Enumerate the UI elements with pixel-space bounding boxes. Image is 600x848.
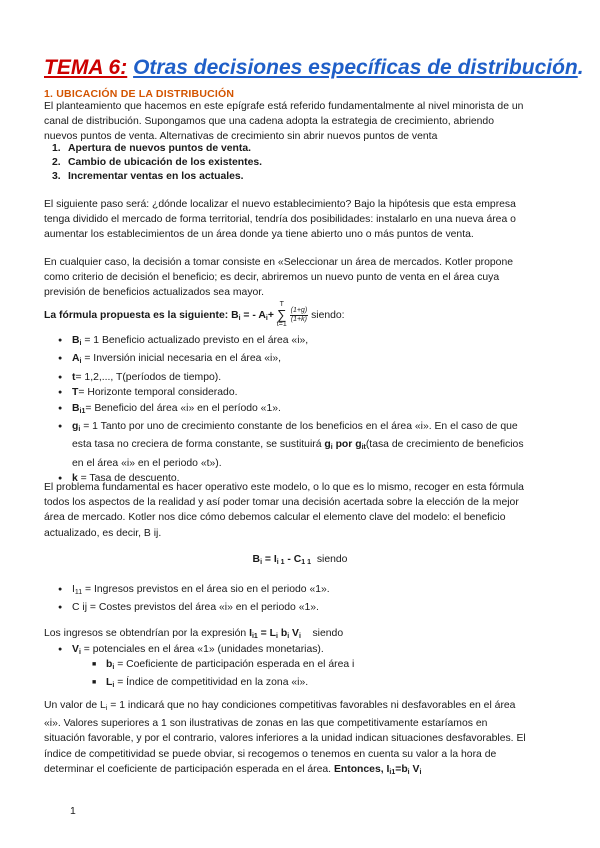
intro-paragraph [44,99,564,145]
list-item-continuation: esta tasa no creciera de forma constante, se sustituirá $g_i$ por $g_{it}(tasa$ de crecimiento de beneficios [72,439,524,452]
list-item: ● T= Horizonte temporal considerado. [58,385,524,400]
formula-lead: La fórmula propuesta es la siguiente: [44,309,229,321]
intro-line: canal de distribución. Supongamos que una cadena adopta la estrategia de crecimiento, abriendo [44,116,494,128]
paragraph-4 [44,480,564,541]
list-item: ● $B_{i1}=$ Beneficio del área «i» en el período «1». [58,401,524,419]
list-item-continuation: en el área «i» en el periodo «t»). [72,457,222,469]
title-topic: TEMA 6: [44,56,128,79]
income-expression: Los ingresos se obtendrían por la expresión $I_{i1} = L_i$ $b_i$ $V_i$ siendo [44,628,344,640]
paragraph-line: El problema fundamental es hacer operativo este modelo, o lo que es lo mismo, recoger en esta fórmula [44,482,524,493]
paragraph-line: El siguiente paso será: ¿dónde localizar el nuevo establecimiento? Bajo la hipótesis que esta empresa [44,199,516,210]
list-item: ● $A_i$ = Inversión inicial necesaria en el área «i», [58,351,524,369]
list-item: ● k = Tasa de descuento. [58,471,524,486]
list-item: 3. Incrementar ventas en los actuales. [52,171,244,182]
title-name: Otras decisiones específicas de distribución [133,56,578,79]
growth-fraction: $\frac{(1+g)}{(1+k)}$ [290,306,308,323]
list-item: ● $V_i$ = potenciales en el área «1» (unidades monetarias). [58,642,324,660]
list-item: 1. Apertura de nuevos puntos de venta. [52,143,252,154]
intro-line: nuevos puntos de venta. Alternativas de crecimiento sin abrir nuevos puntos de venta [44,131,438,143]
list-item: ■ $b_i$ = Coeficiente de participación esperada en el área i [92,657,354,675]
paragraph-line: previsión de beneficios actualizados sea mayor. [44,287,265,299]
coefficients-list [92,657,354,694]
paragraph-line: como criterio de decisión el beneficio; es decir, abriremos un nuevo punto de venta en el área cuya [44,272,500,284]
benefit-equation: $B_i = I_{i 1} - C_{1 1}$ siendo [252,554,348,566]
income-cost-list [58,582,330,616]
paragraph-line: tenga dividido el mercado de forma territorial, tendría dos posibilidades: instalarlo en una nueva área o [44,214,516,226]
paragraph-line: determinar el coeficiente de participación esperada en el área. Entonces, $I_{i1}=b_i$ $V_i$ [44,763,422,776]
list-item: ● $B_i = 1$ Beneficio actualizado previsto en el área «i», [58,333,524,351]
paragraph-3 [44,255,564,301]
paragraph-line: situación favorable, y por el contrario, valores inferiores a la unidad indican situaciones desfavorables. El [44,733,526,745]
paragraph-line: todos los aspectos de la realidad y así poder tomar una decisión acertada sobre la elección de la mejor [44,497,519,509]
list-item: 2. Cambio de ubicación de los existentes. [52,157,263,168]
definitions-list [58,333,524,487]
paragraph-line: aumentar los establecimientos de un área donde ya tiene abierto uno o más puntos de venta. [44,229,474,241]
section-heading: 1. UBICACIÓN DE LA DISTRIBUCIÓN [44,88,235,100]
paragraph-line: Un valor de $L_i = 1$ indicará que no hay condiciones competitivas favorables ni desfavorables en el área [44,700,516,712]
paragraph-line: área de mercado. Kotler nos dice cómo debemos calcular el elemento clave del modelo: el beneficio [44,512,506,524]
page-title [44,56,584,80]
list-item: ● t= 1,2,..., T(períodos de tiempo). [58,370,524,385]
paragraph-2 [44,197,564,243]
page-number: 1 [70,806,76,817]
intro-line: El planteamiento que hacemos en este epígrafe está referido fundamentalmente al nivel minorista de un [44,101,524,112]
alternatives-list [52,142,262,184]
paragraph-line: «i». Valores superiores a 1 son ilustrativas de zonas en las que competitivamente estaríamos en [44,718,488,730]
paragraph-line: En cualquier caso, la decisión a tomar consiste en «Seleccionar un área de mercados. Kotler propone [44,257,514,268]
list-item: ● $g_i = 1$ Tanto por uno de crecimiento constante de los beneficios en el área «i». En el caso de que [58,419,524,437]
paragraph-6 [44,698,564,780]
paragraph-line: actualizado, es decir, B ij. [44,527,162,539]
formula-line: La fórmula propuesta es la siguiente: $B_i$ = - $A_i+$ T ∑ t=1 $\frac{(1+g)}{(1+k)}$ siendo: [44,301,345,328]
sum-symbol: T ∑ t=1 [276,301,287,328]
list-item: ● $I_{11}$ = Ingresos previstos en el área sio en el periodo «1». [58,582,330,600]
title-dot: . [577,56,584,79]
list-item: ● C ij = Costes previstos del área «i» en el periodo «1». [58,600,330,615]
paragraph-line: índice de competitividad se puede obviar, si recogemos o tenemos en cuenta su valor a la hora de [44,748,497,760]
list-item: ■ $L_i$ = Índice de competitividad en la zona «i». [92,675,354,693]
